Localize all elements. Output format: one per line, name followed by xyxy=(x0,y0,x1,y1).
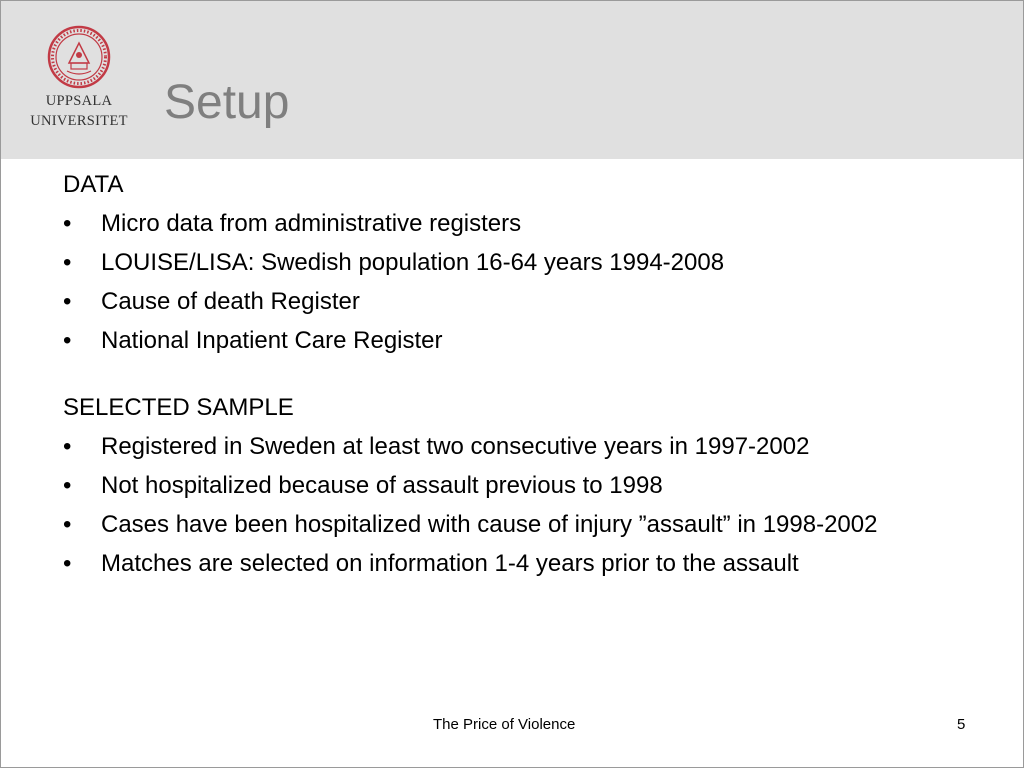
list-item xyxy=(63,511,983,539)
list-item xyxy=(63,433,983,461)
bullet-list xyxy=(63,210,983,355)
bullet-icon: • xyxy=(63,288,72,315)
bullet-text: Not hospitalized because of assault previous to 1998 xyxy=(101,472,663,499)
bullet-icon: • xyxy=(63,511,72,538)
bullet-text: Registered in Sweden at least two consecutive years in 1997-2002 xyxy=(101,433,810,460)
bullet-icon: • xyxy=(63,433,72,460)
list-item xyxy=(63,550,983,578)
section-heading: DATA xyxy=(63,171,124,198)
uppsala-university-logo xyxy=(19,19,139,137)
bullet-icon: • xyxy=(63,472,72,499)
logo-text-line1: UPPSALA xyxy=(45,93,113,109)
list-item xyxy=(63,327,983,355)
slide-title: Setup xyxy=(164,76,290,129)
bullet-icon: • xyxy=(63,210,72,237)
list-item xyxy=(63,472,983,500)
slide-header xyxy=(1,1,1023,159)
section-heading: SELECTED SAMPLE xyxy=(63,394,294,421)
bullet-text: Cases have been hospitalized with cause of injury ”assault” in 1998-2002 xyxy=(101,511,878,538)
logo-text-line2: UNIVERSITET xyxy=(30,113,128,129)
bullet-icon: • xyxy=(63,249,72,276)
slide-body xyxy=(63,171,983,589)
bullet-text: Cause of death Register xyxy=(101,288,360,315)
section-selected-sample xyxy=(63,394,983,578)
footer-title: The Price of Violence xyxy=(433,716,576,733)
list-item xyxy=(63,249,983,277)
bullet-icon: • xyxy=(63,550,72,577)
bullet-text: LOUISE/LISA: Swedish population 16-64 years 1994-2008 xyxy=(101,249,725,276)
list-item xyxy=(63,210,983,238)
bullet-text: Matches are selected on information 1-4 years prior to the assault xyxy=(101,550,799,577)
bullet-icon: • xyxy=(63,327,72,354)
bullet-text: Micro data from administrative registers xyxy=(101,210,522,237)
university-seal-icon xyxy=(47,25,111,89)
section-data xyxy=(63,171,983,355)
list-item xyxy=(63,288,983,316)
section-spacer xyxy=(63,366,983,394)
page-number: 5 xyxy=(957,716,966,733)
bullet-list xyxy=(63,433,983,578)
bullet-text: National Inpatient Care Register xyxy=(101,327,443,354)
